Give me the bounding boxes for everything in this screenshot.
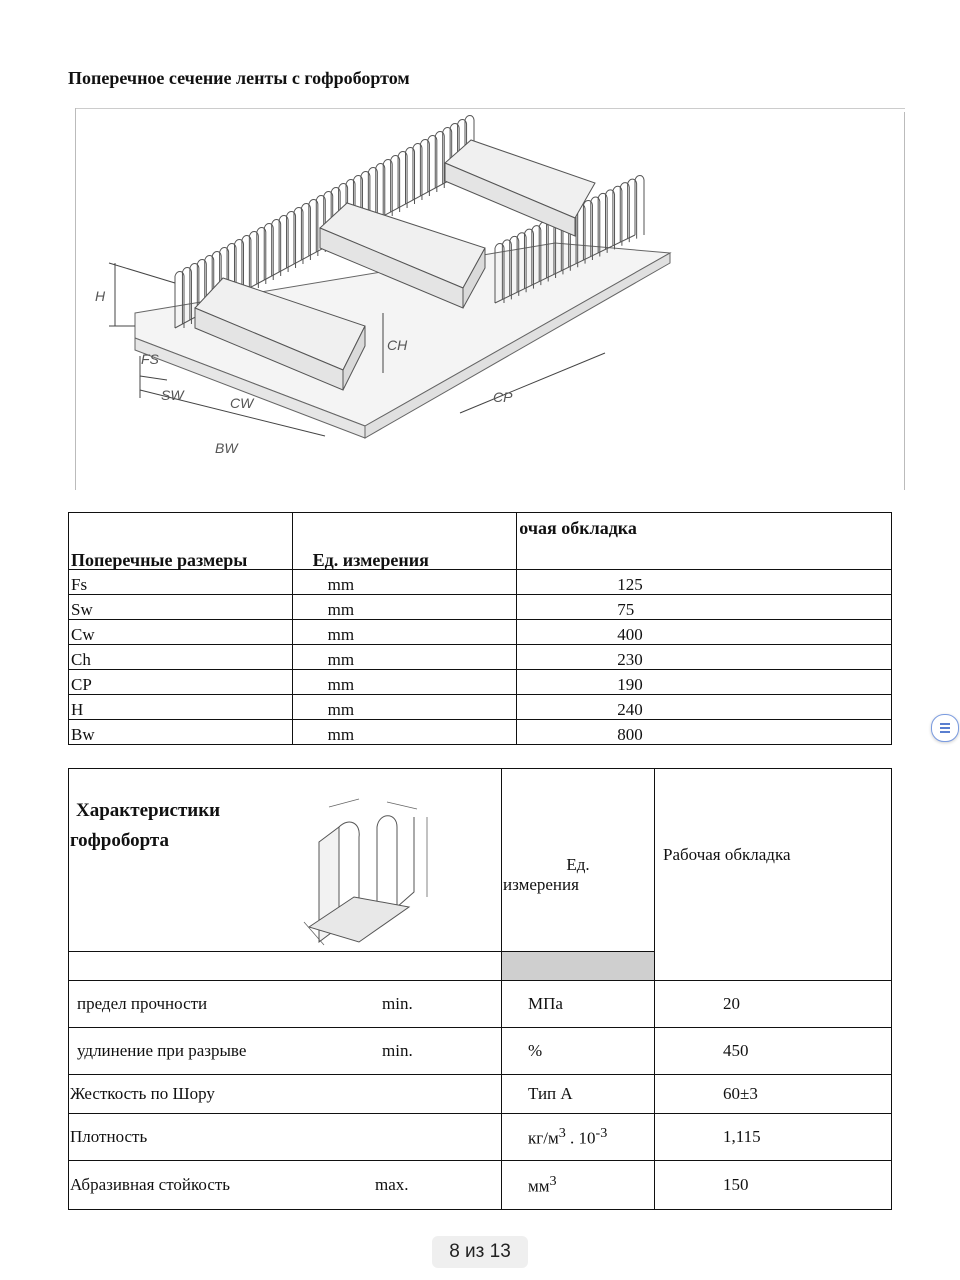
dimension-name: Cw [69,620,293,645]
characteristic-qualifier: min. [382,1041,413,1060]
characteristic-unit-cell [502,1075,655,1114]
label-h: H [95,288,106,304]
dimension-row [69,620,892,645]
dimension-unit: mm [292,720,517,745]
dimension-name: Ch [69,645,293,670]
label-ch: CH [387,337,408,353]
dimension-row [69,720,892,745]
characteristics-title-1: Характеристики [76,800,221,821]
characteristics-title-cell [69,769,502,952]
characteristic-unit-cell [502,1161,655,1210]
characteristic-label-cell [69,981,502,1028]
characteristic-unit-cell [502,981,655,1028]
characteristic-row [69,981,892,1028]
label-cp: CP [493,389,513,405]
characteristics-table [68,768,892,1210]
dimension-value: 75 [517,595,892,620]
header-value: очая обкладка [517,513,892,570]
header-dimension: Поперечные размеры [69,513,293,570]
characteristic-unit: Тип А [528,1084,573,1103]
characteristic-value: 150 [655,1161,892,1210]
dimension-unit: mm [292,645,517,670]
dimension-row [69,645,892,670]
dimension-value: 190 [517,670,892,695]
label-fs: FS [141,351,159,367]
dimensions-table [68,512,892,745]
unit-exponent: -3 [595,1125,608,1142]
sidewall-profile-icon [299,797,449,947]
characteristics-title-2: гофроборта [70,830,169,851]
belt-cross-section-figure [75,108,905,490]
side-menu-button[interactable] [931,714,959,742]
unit-header-2: измерения [503,875,579,894]
page-title: Поперечное сечение ленты с гофробортом [68,68,410,88]
dimension-value: 125 [517,570,892,595]
menu-line-icon [940,727,950,729]
characteristic-unit: мм [528,1176,550,1196]
page-indicator: 8 из 13 [432,1236,528,1268]
gray-cell [502,952,655,981]
characteristic-label-cell [69,1114,502,1161]
characteristics-header-row [69,769,892,952]
dimension-unit: mm [292,695,517,720]
dimension-name: Fs [69,570,293,595]
dimension-value: 400 [517,620,892,645]
characteristic-qualifier: max. [375,1175,409,1194]
characteristic-row [69,1114,892,1161]
characteristic-unit-cell [502,1114,655,1161]
characteristic-row [69,1028,892,1075]
unit-superscript: 3 [558,1125,566,1142]
characteristic-label-cell [69,1075,502,1114]
dimension-unit: mm [292,595,517,620]
characteristic-row [69,1075,892,1114]
dimension-unit: mm [292,620,517,645]
characteristic-value: 60±3 [655,1075,892,1114]
dimension-name: CP [69,670,293,695]
characteristic-value: 20 [655,981,892,1028]
characteristic-row [69,1161,892,1210]
dimension-unit: mm [292,670,517,695]
dimension-row [69,570,892,595]
characteristic-unit-cell [502,1028,655,1075]
belt-drawing [75,108,905,490]
characteristic-name: предел прочности [77,994,208,1013]
characteristic-name: удлинение при разрыве [77,1041,247,1060]
characteristic-unit: % [528,1041,543,1060]
dimension-value: 240 [517,695,892,720]
characteristic-name: Жесткость по Шору [70,1084,215,1103]
header-unit: Ед. измерения [292,513,517,570]
unit-header-1: Ед. [566,855,590,874]
characteristic-name: Абразивная стойкость [70,1175,231,1194]
characteristic-name: Плотность [70,1127,148,1146]
dimension-row [69,670,892,695]
characteristic-unit: кг/м [528,1128,559,1148]
menu-line-icon [940,723,950,725]
unit-header-cell [502,769,655,952]
unit-superscript: 3 [549,1173,557,1190]
dimension-row [69,695,892,720]
dimension-row [69,595,892,620]
dimension-name: H [69,695,293,720]
dimension-name: Sw [69,595,293,620]
dimension-value: 230 [517,645,892,670]
unit-multiplier: . 10 [565,1128,596,1148]
dimensions-header-row [69,513,892,570]
characteristic-qualifier: min. [382,994,413,1013]
characteristic-value: 1,115 [655,1114,892,1161]
dimension-value: 800 [517,720,892,745]
label-cw: CW [230,395,254,411]
characteristic-value: 450 [655,1028,892,1075]
label-sw: SW [161,387,184,403]
dimension-unit: mm [292,570,517,595]
label-bw: BW [215,440,238,456]
characteristic-unit: МПа [528,994,563,1013]
characteristic-label-cell [69,1028,502,1075]
value-header: Рабочая обкладка [655,769,892,981]
menu-line-icon [940,731,950,733]
dimension-name: Bw [69,720,293,745]
characteristic-label-cell [69,1161,502,1210]
